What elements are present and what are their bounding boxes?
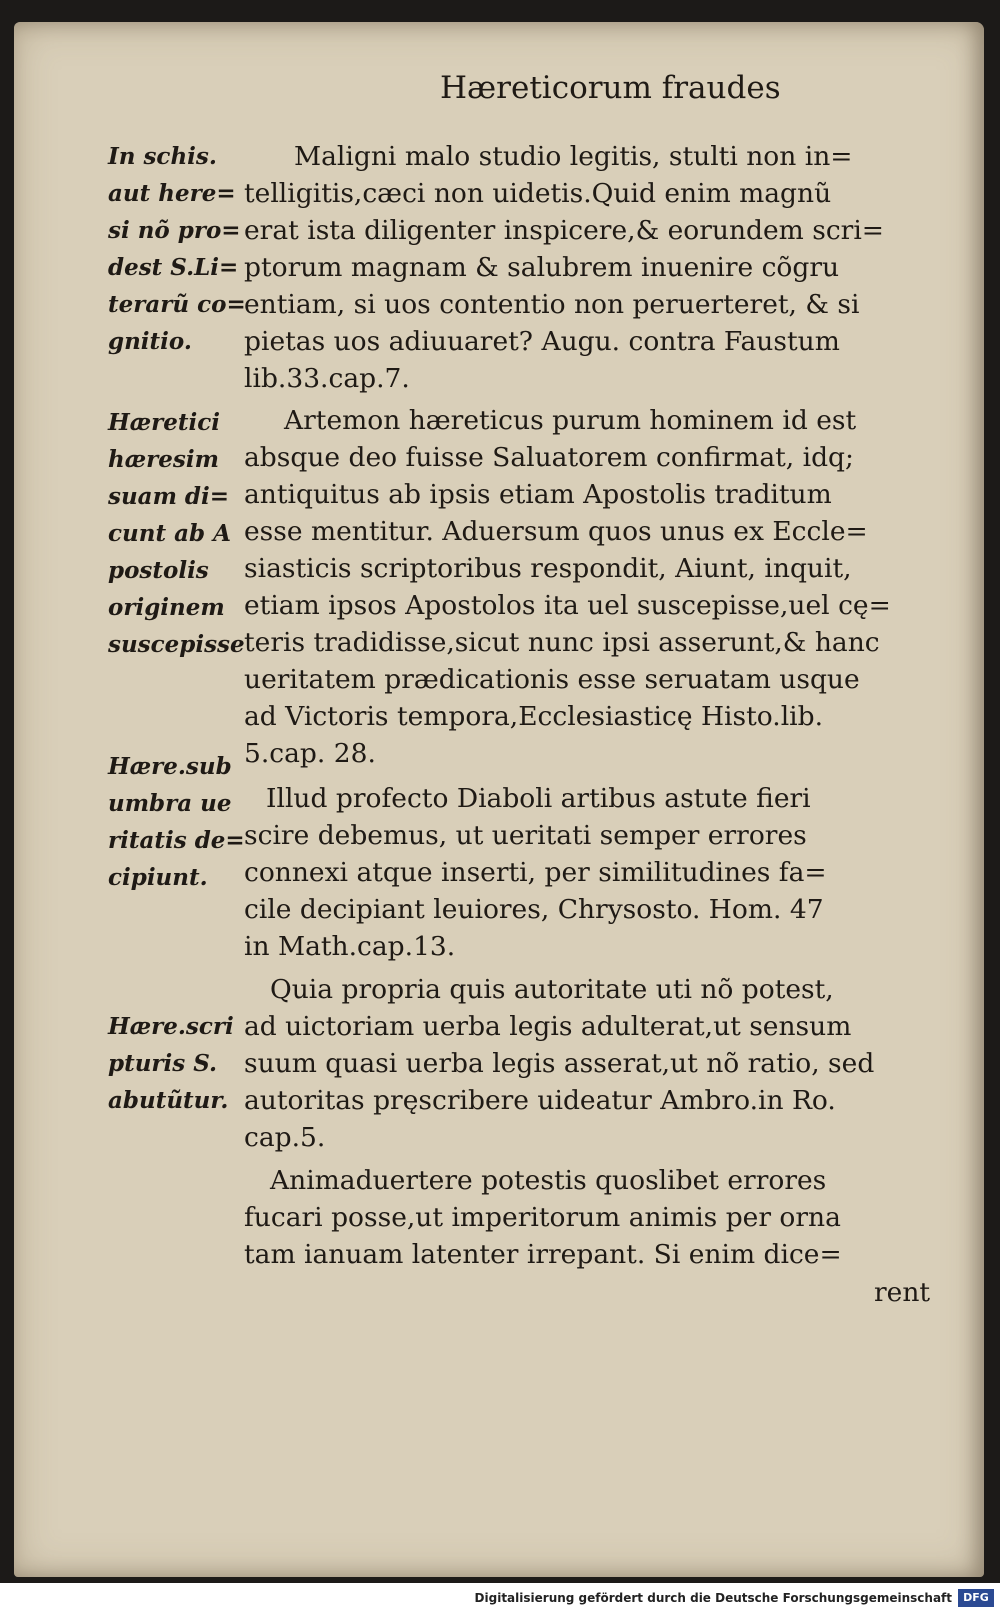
margin-note-line: cipiunt. <box>108 864 208 891</box>
margin-note <box>108 748 245 896</box>
margin-note-line: Hæretici <box>108 409 221 436</box>
margin-note-line: umbra ue <box>108 790 232 817</box>
body-line: Animaduertere potestis quoslibet errores <box>270 1165 827 1196</box>
body-line: lib.33.cap.7. <box>244 363 410 394</box>
margin-note-line: In schis. <box>108 143 217 170</box>
margin-note-line: Hære.scri <box>108 1013 234 1040</box>
body-line: tam ianuam latenter irrepant. Si enim dice= <box>244 1239 842 1270</box>
margin-note-line: terarũ co= <box>108 291 246 318</box>
body-line: teris tradidisse,sicut nunc ipsi asserunt,& hanc <box>244 627 880 658</box>
margin-note-line: pturis S. <box>108 1050 218 1077</box>
body-line: suum quasi uerba legis asserat,ut nõ ratio, sed <box>244 1048 875 1079</box>
margin-note-line: cunt ab A <box>108 520 231 547</box>
margin-note-line: suscepisse <box>108 631 245 658</box>
body-line: connexi atque inserti, per similitudines fa= <box>244 857 827 888</box>
margin-note-line: suam di= <box>108 483 230 510</box>
margin-note-line: Hære.sub <box>108 753 232 780</box>
body-line: siasticis scriptoribus respondit, Aiunt, inquit, <box>244 553 852 584</box>
body-line: telligitis,cæci non uidetis.Quid enim magnũ <box>244 178 832 209</box>
margin-note-line: dest S.Li= <box>108 254 239 281</box>
body-line: 5.cap. 28. <box>244 738 376 769</box>
running-head: Hæreticorum fraudes <box>440 70 781 106</box>
body-line: ptorum magnam & salubrem inuenire cõgru <box>244 252 840 283</box>
body-line: esse mentitur. Aduersum quos unus ex Eccle= <box>244 516 868 547</box>
body-line: ad Victoris tempora,Ecclesiasticę Histo.lib. <box>244 701 824 732</box>
margin-note-line: abutũtur. <box>108 1087 229 1114</box>
margin-note-line: aut here= <box>108 180 236 207</box>
margin-note-line: originem <box>108 594 225 621</box>
margin-note <box>108 138 246 360</box>
body-line: Illud profecto Diaboli artibus astute fieri <box>266 783 811 814</box>
body-line: pietas uos adiuuaret? Augu. contra Faustum <box>244 326 840 357</box>
footer-credit: Digitalisierung gefördert durch die Deutsche Forschungsgemeinschaft <box>474 1591 952 1605</box>
body-line: Quia propria quis autoritate uti nõ potest, <box>270 974 834 1005</box>
margin-note-line: gnitio. <box>108 328 192 355</box>
body-line: entiam, si uos contentio non peruerteret, & si <box>244 289 860 320</box>
margin-note <box>108 404 245 663</box>
margin-note-line: hæresim <box>108 446 219 473</box>
body-line: scire debemus, ut ueritati semper errores <box>244 820 807 851</box>
body-line: cile decipiant leuiores, Chrysosto. Hom. 47 <box>244 894 824 925</box>
body-line: antiquitus ab ipsis etiam Apostolis traditum <box>244 479 832 510</box>
body-line: in Math.cap.13. <box>244 931 456 962</box>
margin-note <box>108 1008 234 1119</box>
digitization-footer <box>0 1583 1000 1615</box>
margin-note-line: ritatis de= <box>108 827 245 854</box>
body-line: erat ista diligenter inspicere,& eorundem scri= <box>244 215 885 246</box>
body-line: ad uictoriam uerba legis adulterat,ut sensum <box>244 1011 852 1042</box>
body-line: absque deo fuisse Saluatorem confirmat, idq; <box>244 442 854 473</box>
body-line: fucari posse,ut imperitorum animis per orna <box>244 1202 841 1233</box>
body-line: autoritas pręscribere uideatur Ambro.in Ro. <box>244 1085 836 1116</box>
body-line: ueritatem prædicationis esse seruatam usque <box>244 664 860 695</box>
body-line: Artemon hæreticus purum hominem id est <box>284 405 857 436</box>
body-line: etiam ipsos Apostolos ita uel suscepisse,uel cę= <box>244 590 891 621</box>
body-line: Maligni malo studio legitis, stulti non in= <box>294 141 853 172</box>
margin-note-line: si nõ pro= <box>108 217 241 244</box>
body-line: cap.5. <box>244 1122 326 1153</box>
margin-note-line: postolis <box>108 557 209 584</box>
dfg-logo: DFG <box>958 1589 994 1607</box>
catchword: rent <box>874 1277 931 1308</box>
